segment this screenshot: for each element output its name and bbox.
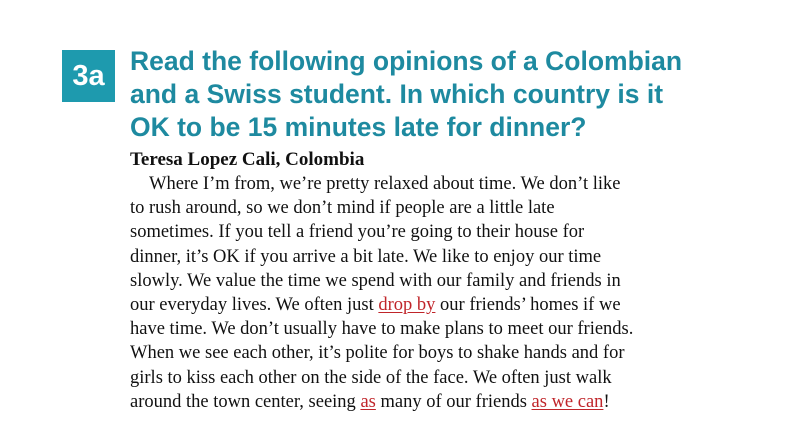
highlighted-phrase: drop by: [378, 294, 436, 315]
highlighted-phrase: as: [360, 391, 376, 412]
heading-line: and a Swiss student. In which country is it: [130, 79, 664, 109]
passage-text: many of our friends: [375, 391, 532, 412]
section-badge: 3a: [62, 50, 115, 102]
passage-text: around the town center, seeing: [130, 391, 361, 412]
reading-passage: [130, 172, 668, 414]
passage-text: !: [603, 391, 610, 412]
passage-line: [130, 390, 668, 414]
passage-line: to rush around, so we don’t mind if people are a little late: [130, 198, 555, 219]
passage-line: girls to kiss each other on the side of the face. We often just walk: [130, 367, 612, 388]
heading-line: OK to be 15 minutes late for dinner?: [130, 112, 587, 142]
task-heading: [130, 45, 770, 144]
author-name: Teresa Lopez Cali, Colombia: [130, 149, 365, 170]
heading-line: Read the following opinions of a Colombian: [130, 46, 683, 76]
passage-line: sometimes. If you tell a friend you’re going to their house for: [130, 222, 585, 243]
passage-line: When we see each other, it’s polite for boys to shake hands and for: [130, 343, 625, 364]
passage-text: our friends’ homes if we: [435, 294, 621, 315]
highlighted-phrase: as we can: [531, 391, 604, 412]
passage-line: Where I’m from, we’re pretty relaxed about time. We don’t like: [149, 174, 621, 194]
passage-line: have time. We don’t usually have to make plans to meet our friends.: [130, 319, 634, 340]
passage-line: dinner, it’s OK if you arrive a bit late. We like to enjoy our time: [130, 246, 602, 267]
passage-text: our everyday lives. We often just: [130, 294, 379, 315]
passage-line: slowly. We value the time we spend with our family and friends in: [130, 270, 621, 291]
passage-line: [130, 293, 668, 317]
